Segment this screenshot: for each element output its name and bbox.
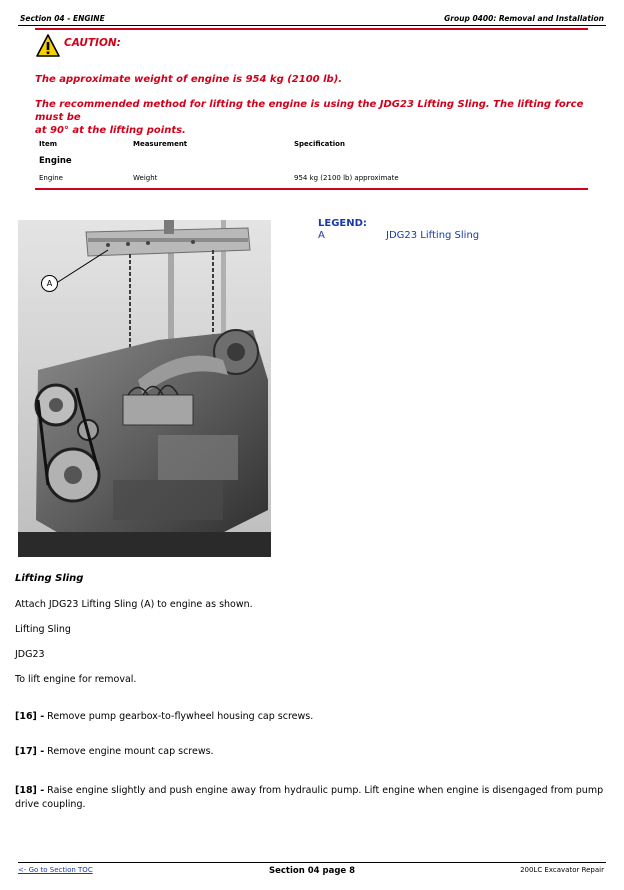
caution-bottom-rule [35,188,588,190]
table-header-item: Item [39,140,57,148]
go-to-section-toc-link[interactable]: <- Go to Section TOC [18,866,93,874]
paragraph-tool-number: JDG23 [15,649,45,660]
caution-weight-text: The approximate weight of engine is 954 kg (2100 lb). [35,74,343,85]
engine-lifting-photo [18,220,271,557]
caution-title: CAUTION: [64,37,121,49]
manual-title: 200LC Excavator Repair [520,866,604,874]
step-16-text: Remove pump gearbox-to-flywheel housing cap screws. [44,711,314,722]
step-17-text: Remove engine mount cap screws. [44,746,214,757]
step-18-number: [18] - [15,785,45,796]
engine-photo-illustration [18,220,271,557]
caution-top-rule [35,28,588,30]
table-cell-measurement: Weight [133,174,158,182]
table-cell-specification: 954 kg (2100 lb) approximate [294,174,399,182]
header-rule [18,25,606,26]
table-cell-item: Engine [39,174,63,182]
section-heading: Lifting Sling [15,573,84,584]
caution-method-line-1: The recommended method for lifting the engine is using the JDG23 Lifting Sling. The lifting force must be [35,99,584,123]
paragraph-lift-engine: To lift engine for removal. [15,674,137,685]
paragraph-lifting-sling: Lifting Sling [15,624,71,635]
group-header: Group 0400: Removal and Installation [444,14,604,23]
warning-icon [36,34,60,58]
step-16-number: [16] - [15,711,45,722]
table-header-specification: Specification [294,140,345,148]
legend-title: LEGEND: [318,218,367,229]
step-17-number: [17] - [15,746,45,757]
footer-rule [18,862,606,863]
step-16 [15,711,313,722]
page-number: Section 04 page 8 [268,866,356,876]
caution-method-text [35,98,595,137]
step-18 [15,784,610,812]
figure-callout-a: A [41,275,58,292]
legend-value-a: JDG23 Lifting Sling [386,230,480,241]
caution-method-line-2: at 90° at the lifting points. [35,125,186,136]
section-header: Section 04 - ENGINE [20,14,105,23]
table-header-measurement: Measurement [133,140,188,148]
table-group-label: Engine [39,156,72,166]
step-17 [15,746,214,757]
legend-key-a: A [318,230,325,241]
step-18-text: Raise engine slightly and push engine away from hydraulic pump. Lift engine when engine is disengaged from pump [44,785,604,796]
paragraph-attach-sling: Attach JDG23 Lifting Sling (A) to engine as shown. [15,599,253,610]
step-18-text-continued: drive coupling. [15,799,86,810]
